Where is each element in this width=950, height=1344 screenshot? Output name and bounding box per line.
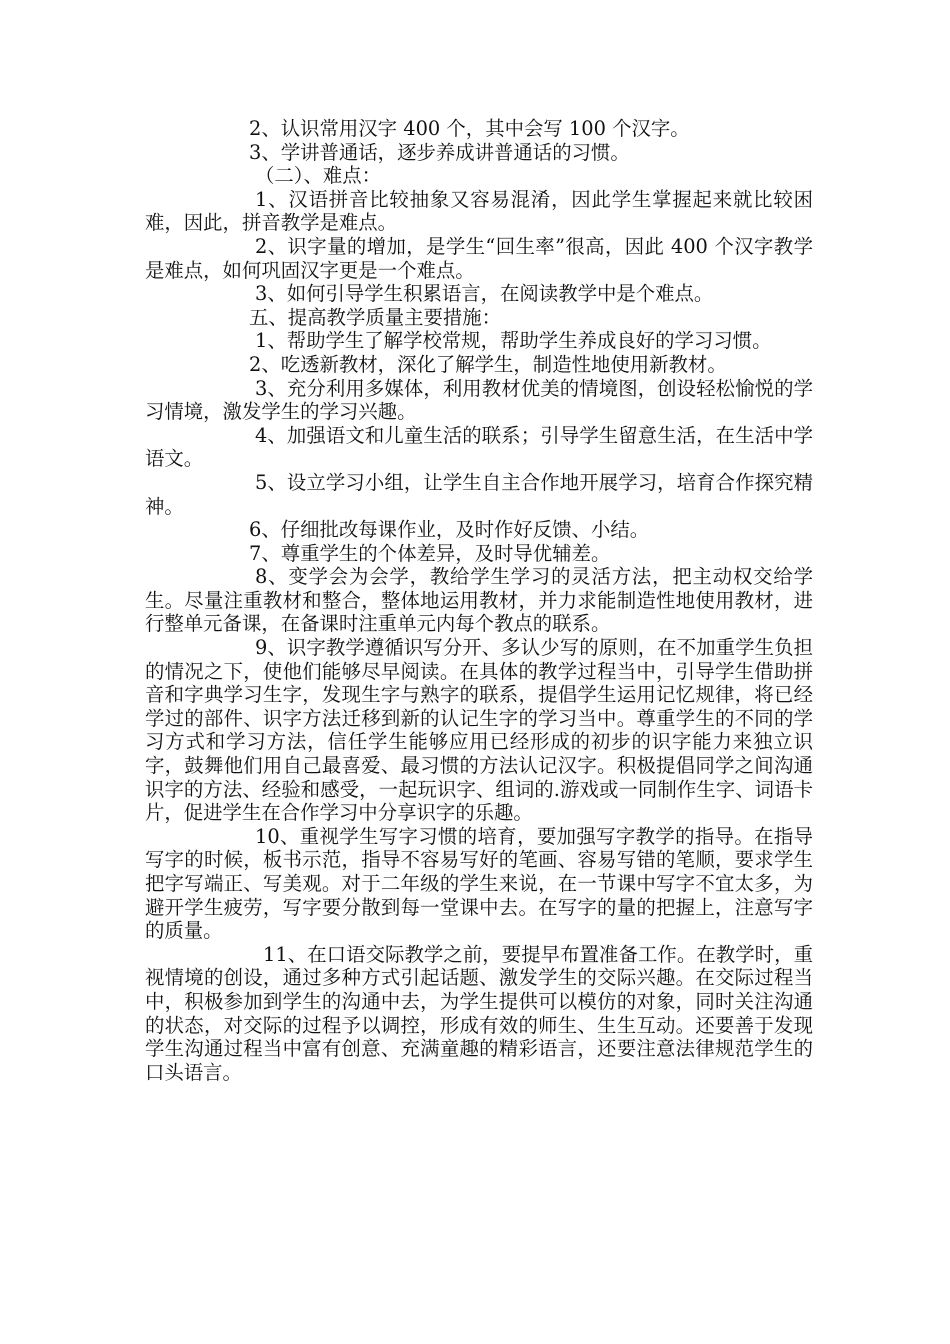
paragraph: 2、吃透新教材，深化了解学生，制造性地使用新教材。: [249, 352, 727, 376]
paragraph: 3、充分利用多媒体，利用教材优美的情境图，创设轻松愉悦的学习情境，激发学生的学习兴趣。: [145, 376, 813, 424]
paragraph: 1、汉语拼音比较抽象又容易混淆，因此学生掌握起来就比较困难，因此，拼音教学是难点。: [145, 187, 813, 235]
paragraph: 7、尊重学生的个体差异，及时导优辅差。: [249, 541, 611, 565]
paragraph: 1、帮助学生了解学校常规，帮助学生养成良好的学习习惯。: [255, 329, 772, 353]
paragraph: 3、如何引导学生积累语言，在阅读教学中是个难点。: [255, 282, 714, 306]
paragraph: 11、在口语交际教学之前，要提早布置准备工作。在教学时，重视情境的创设，通过多种方式引起话题、激发学生的交际兴趣。在交际过程当中，积极参加到学生的沟通中去，为学生提供可以模仿的对象，同时关注沟通的状态，对交际的过程予以调控，形成有效的师生、生生互动。还要善于发现学生沟通过程当中富有创意、充满童趣的精彩语言，还要注意法律规范学生的口头语言。: [145, 942, 813, 1084]
paragraph: 8、变学会为会学，教给学生学习的灵活方法，把主动权交给学生。尽量注重教材和整合，整体地运用教材，并力求能制造性地使用教材，进行整单元备课，在备课时注重单元内每个教点的联系。: [145, 565, 813, 636]
section-heading: 五、提高教学质量主要措施：: [249, 305, 502, 329]
paragraph: 6、仔细批改每课作业，及时作好反馈、小结。: [249, 518, 650, 542]
section-heading: （二）、难点：: [255, 164, 382, 188]
paragraph: 4、加强语文和儿童生活的联系；引导学生留意生活，在生活中学语文。: [145, 423, 813, 471]
paragraph: 10、重视学生写字习惯的培育，要加强写字教学的指导。在指导写字的时候，板书示范，指导不容易写好的笔画、容易写错的笔顺，要求学生把字写端正、写美观。对于二年级的学生来说，在一节课中写字不宜太多，为避开学生疲劳，写字要分散到每一堂课中去。在写字的量的把握上，注意写字的质量。: [145, 824, 813, 943]
paragraph: 2、识字量的增加，是学生“回生率”很高，因此 400 个汉字教学是难点，如何巩固汉字更是一个难点。: [145, 234, 813, 282]
paragraph: 5、设立学习小组，让学生自主合作地开展学习，培育合作探究精神。: [145, 470, 813, 518]
paragraph: 3、学讲普通话，逐步养成讲普通话的习惯。: [249, 140, 630, 164]
paragraph: 2、认识常用汉字 400 个，其中会写 100 个汉字。: [249, 117, 690, 140]
document-body: [145, 117, 813, 1084]
paragraph: 9、识字教学遵循识写分开、多认少写的原则，在不加重学生负担的情况之下，使他们能够尽早阅读。在具体的教学过程当中，引导学生借助拼音和字典学习生字，发现生字与熟字的联系，提倡学生运用记忆规律，将已经学过的部件、识字方法迁移到新的认记生字的学习当中。尊重学生的不同的学习方式和学习方法，信任学生能够应用已经形成的初步的识字能力来独立识字，鼓舞他们用自己最喜爱、最习惯的方法认记汉字。积极提倡同学之间沟通识字的方法、经验和感受，一起玩识字、组词的.游戏或一同制作生字、词语卡片，促进学生在合作学习中分享识字的乐趣。: [145, 636, 813, 825]
